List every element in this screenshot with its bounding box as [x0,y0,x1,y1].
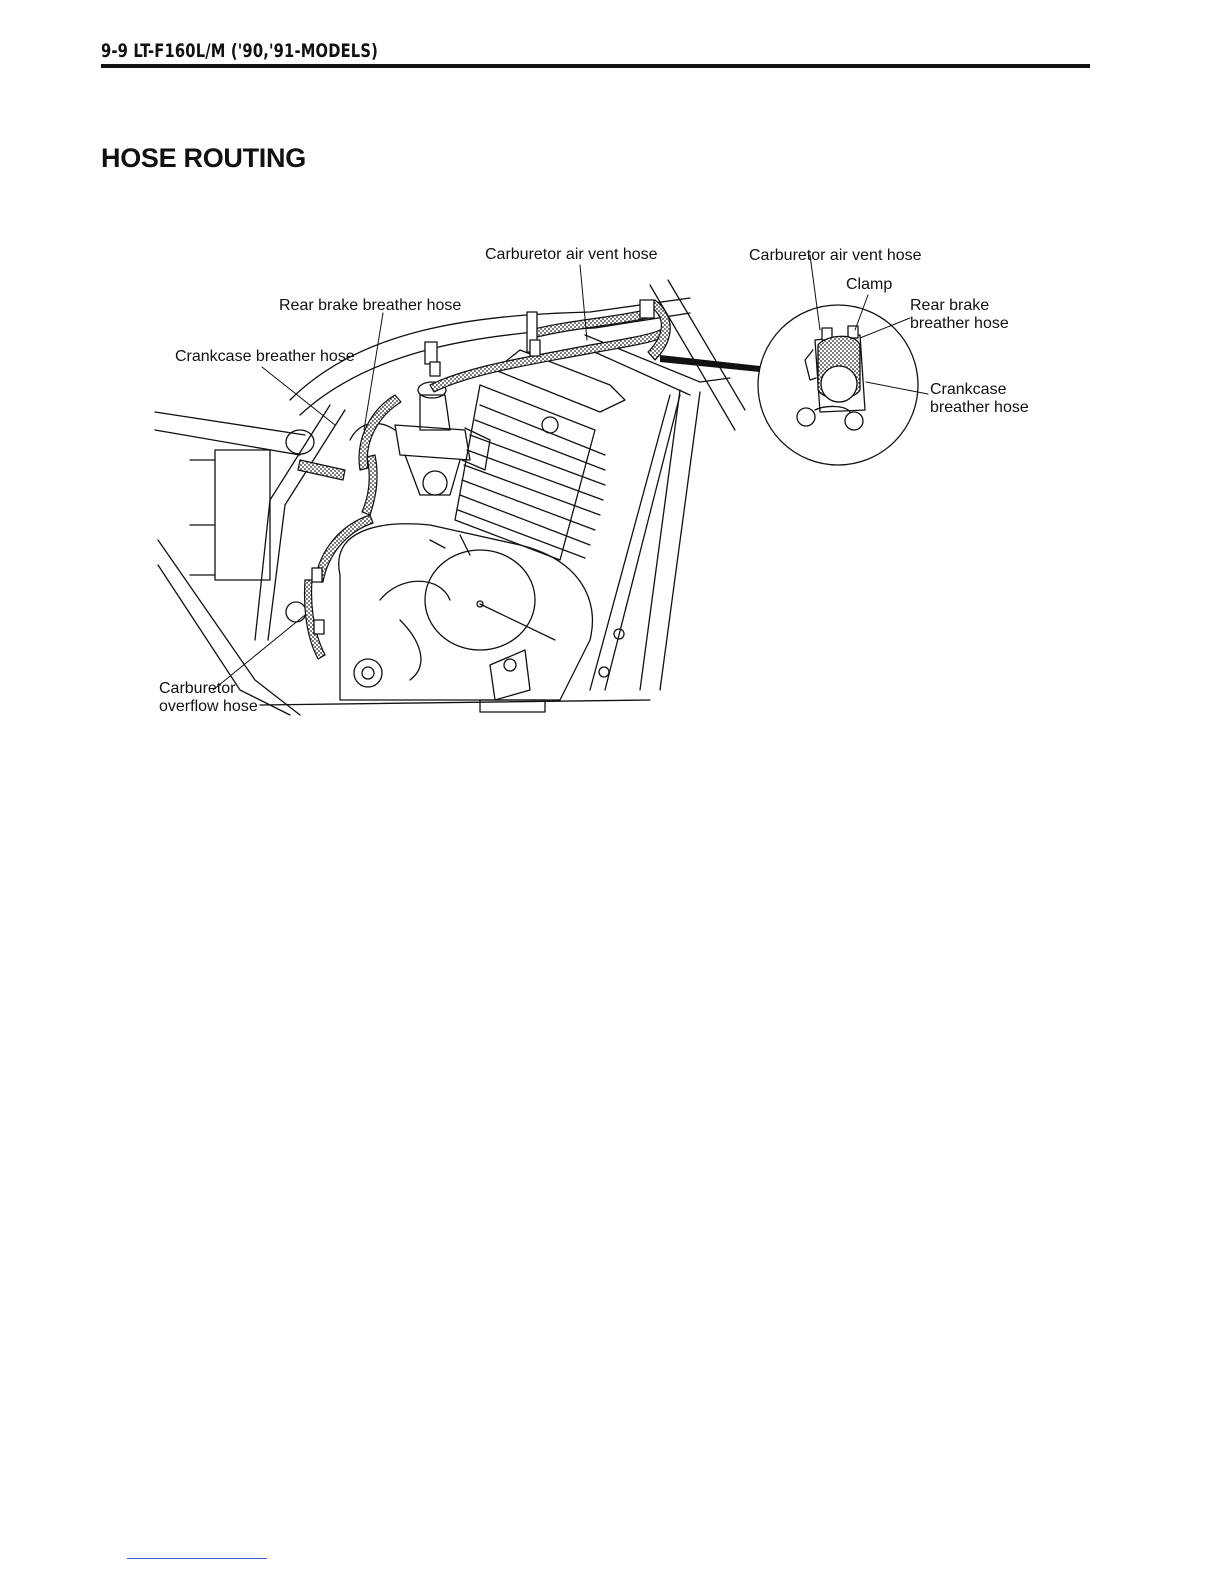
label-carb-overflow-line2: overflow hose [159,698,258,715]
footer-link-underline [127,1558,267,1559]
detail-label-crankcase-line1: Crankcase [930,381,1007,398]
page-header: 9-9 LT-F160L/M ('90,'91-MODELS) [101,40,378,62]
section-title: HOSE ROUTING [101,143,306,173]
hose-routing-diagram [0,0,1224,760]
crankcase [286,524,624,712]
label-crankcase-breather-hose: Crankcase breather hose [175,348,355,365]
detail-inset [758,255,928,465]
detail-label-carb-air-vent-hose: Carburetor air vent hose [749,247,922,264]
detail-label-clamp: Clamp [846,276,893,293]
detail-label-rear-brake-line1: Rear brake [910,297,990,314]
label-rear-brake-breather-hose: Rear brake breather hose [279,297,462,314]
detail-label-crankcase-line2: breather hose [930,399,1029,416]
cylinder-fins [455,350,625,560]
label-carb-overflow-line1: Carburetor [159,680,236,697]
engine-illustration [0,0,1224,760]
label-carb-air-vent-hose: Carburetor air vent hose [485,246,658,263]
detail-label-rear-brake-line2: breather hose [910,315,1009,332]
